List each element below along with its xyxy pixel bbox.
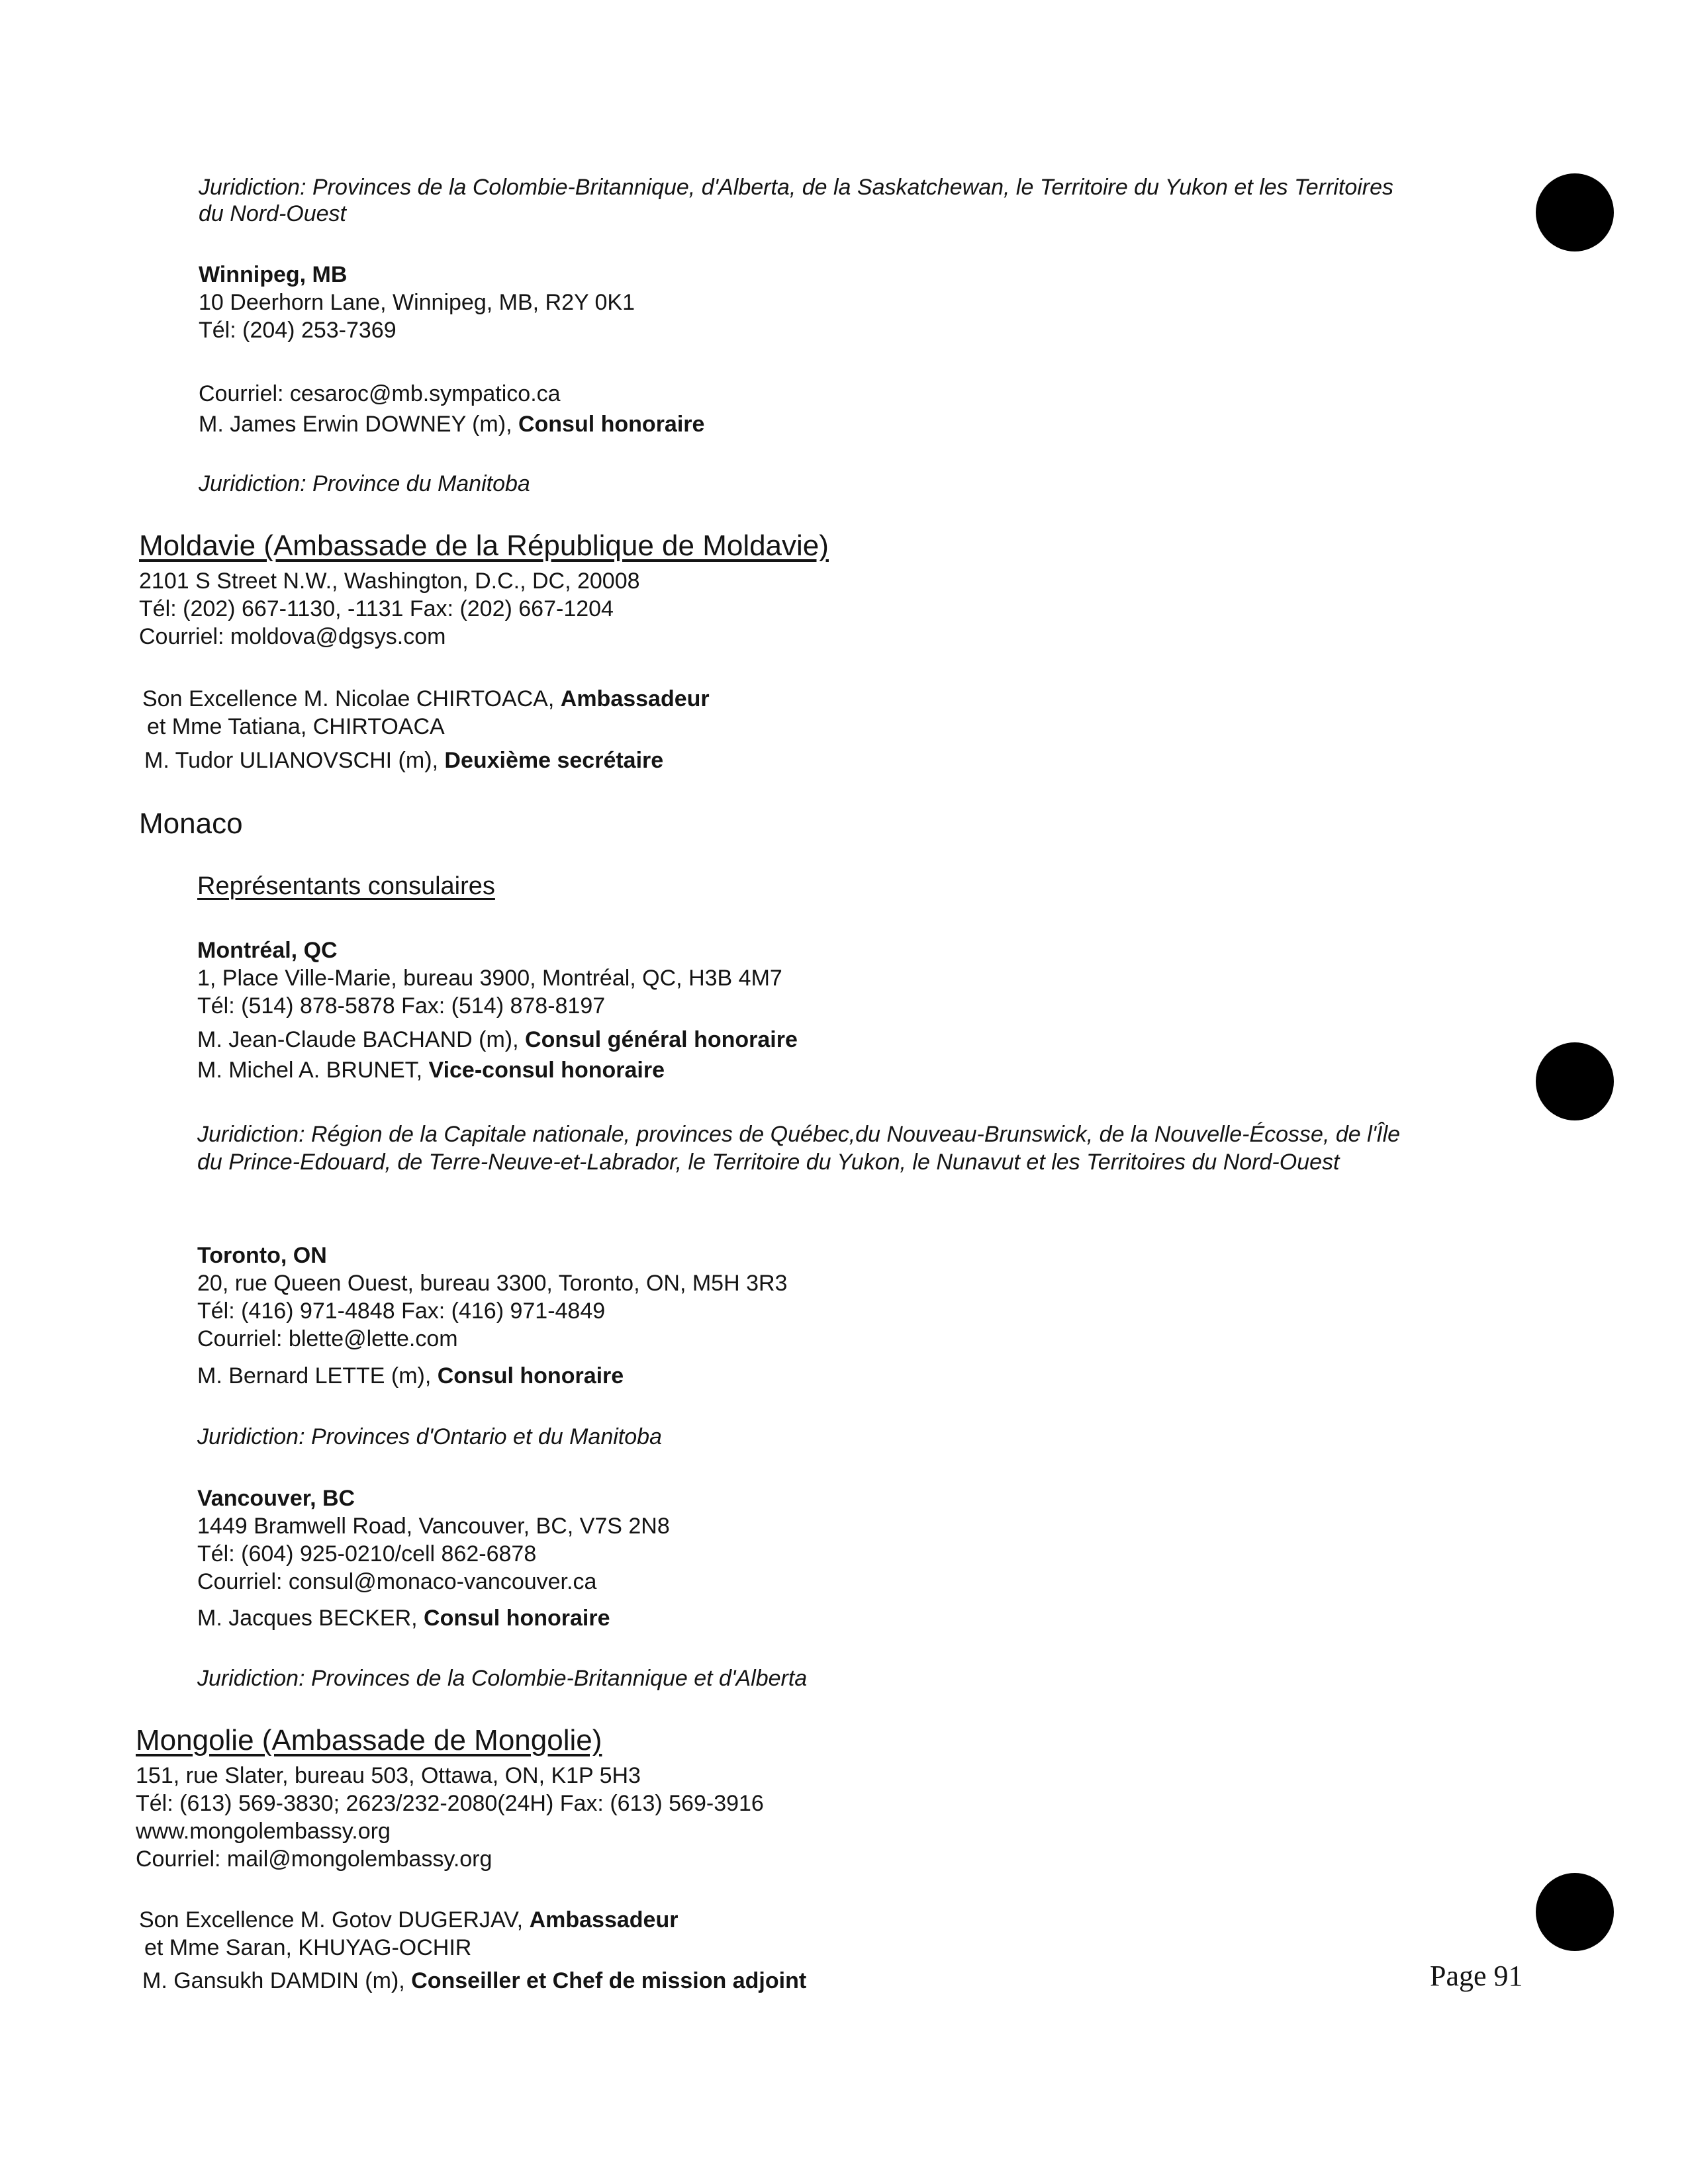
person-entry — [199, 410, 704, 438]
website: www.mongolembassy.org — [136, 1819, 391, 1844]
jurisdiction-line: du Nord-Ouest — [199, 201, 346, 226]
person-title: Consul honoraire — [424, 1606, 610, 1631]
person-name: M. Gansukh DAMDIN (m), — [142, 1968, 412, 1993]
city-heading: Toronto, ON — [197, 1243, 327, 1268]
punch-hole-bottom — [1536, 1873, 1614, 1951]
person-name: Son Excellence M. Gotov DUGERJAV, — [139, 1907, 530, 1933]
jurisdiction-line: Juridiction: Province du Manitoba — [199, 471, 530, 496]
punch-hole-middle — [1536, 1042, 1614, 1120]
punch-hole-top — [1536, 173, 1614, 251]
person-entry — [142, 685, 710, 713]
person-entry — [197, 1604, 610, 1632]
email: Courriel: consul@monaco-vancouver.ca — [197, 1569, 597, 1594]
section-heading-monaco: Monaco — [139, 807, 243, 840]
spouse-entry: et Mme Tatiana, CHIRTOACA — [147, 714, 445, 739]
telephone: Tél: (514) 878-5878 Fax: (514) 878-8197 — [197, 993, 606, 1019]
person-name: M. Jacques BECKER, — [197, 1606, 424, 1631]
address: 1, Place Ville-Marie, bureau 3900, Montréal, QC, H3B 4M7 — [197, 966, 782, 991]
person-title: Ambassadeur — [560, 686, 710, 711]
jurisdiction-line: du Prince-Edouard, de Terre-Neuve-et-Labrador, le Territoire du Yukon, le Nunavut et les Territoires du Nord-Ouest — [197, 1150, 1340, 1175]
person-title: Deuxième secrétaire — [444, 748, 664, 773]
jurisdiction-line: Juridiction: Provinces de la Colombie-Britannique, d'Alberta, de la Saskatchewan, le Territoire du Yukon et les Territoires — [199, 175, 1394, 200]
jurisdiction-line: Juridiction: Région de la Capitale nationale, provinces de Québec,du Nouveau-Brunswick, de la Nouvelle-Écosse, de l'Île — [197, 1122, 1401, 1147]
person-entry — [197, 1026, 798, 1054]
address: 2101 S Street N.W., Washington, D.C., DC, 20008 — [139, 569, 640, 594]
telephone: Tél: (416) 971-4848 Fax: (416) 971-4849 — [197, 1298, 606, 1324]
email: Courriel: cesaroc@mb.sympatico.ca — [199, 381, 561, 406]
person-name: M. Bernard LETTE (m), — [197, 1363, 438, 1388]
person-title: Consul général honoraire — [525, 1027, 798, 1052]
person-title: Ambassadeur — [529, 1907, 679, 1933]
telephone: Tél: (613) 569-3830; 2623/232-2080(24H) Fax: (613) 569-3916 — [136, 1791, 764, 1816]
telephone: Tél: (202) 667-1130, -1131 Fax: (202) 667-1204 — [139, 596, 614, 621]
person-name: M. James Erwin DOWNEY (m), — [199, 412, 518, 437]
person-entry — [144, 747, 663, 774]
subheading-consular: Représentants consulaires — [197, 872, 495, 900]
address: 10 Deerhorn Lane, Winnipeg, MB, R2Y 0K1 — [199, 290, 635, 315]
jurisdiction-line: Juridiction: Provinces d'Ontario et du Manitoba — [197, 1424, 662, 1449]
person-title: Conseiller et Chef de mission adjoint — [411, 1968, 807, 1993]
person-title: Consul honoraire — [437, 1363, 624, 1388]
person-entry — [142, 1967, 806, 1995]
person-name: M. Tudor ULIANOVSCHI (m), — [144, 748, 445, 773]
address: 20, rue Queen Ouest, bureau 3300, Toronto, ON, M5H 3R3 — [197, 1271, 788, 1296]
city-heading: Winnipeg, MB — [199, 262, 348, 287]
person-entry — [197, 1362, 624, 1390]
person-entry — [197, 1056, 665, 1084]
page-number: Page 91 — [1430, 1960, 1523, 1992]
jurisdiction-line: Juridiction: Provinces de la Colombie-Britannique et d'Alberta — [197, 1666, 808, 1691]
person-name: M. Jean-Claude BACHAND (m), — [197, 1027, 526, 1052]
email: Courriel: blette@lette.com — [197, 1326, 458, 1351]
person-name: Son Excellence M. Nicolae CHIRTOACA, — [142, 686, 561, 711]
person-name: M. Michel A. BRUNET, — [197, 1058, 429, 1083]
email: Courriel: mail@mongolembassy.org — [136, 1846, 492, 1872]
email: Courriel: moldova@dgsys.com — [139, 624, 446, 649]
spouse-entry: et Mme Saran, KHUYAG-OCHIR — [144, 1935, 472, 1960]
address: 1449 Bramwell Road, Vancouver, BC, V7S 2N8 — [197, 1514, 670, 1539]
city-heading: Vancouver, BC — [197, 1486, 355, 1511]
person-entry — [139, 1906, 678, 1934]
telephone: Tél: (604) 925-0210/cell 862-6878 — [197, 1541, 537, 1567]
person-title: Vice-consul honoraire — [428, 1058, 665, 1083]
city-heading: Montréal, QC — [197, 938, 338, 963]
address: 151, rue Slater, bureau 503, Ottawa, ON, K1P 5H3 — [136, 1763, 641, 1788]
section-heading-mongolie: Mongolie (Ambassade de Mongolie) — [136, 1724, 602, 1756]
section-heading-moldavie: Moldavie (Ambassade de la République de Moldavie) — [139, 529, 829, 562]
person-title: Consul honoraire — [518, 412, 705, 437]
telephone: Tél: (204) 253-7369 — [199, 318, 397, 343]
